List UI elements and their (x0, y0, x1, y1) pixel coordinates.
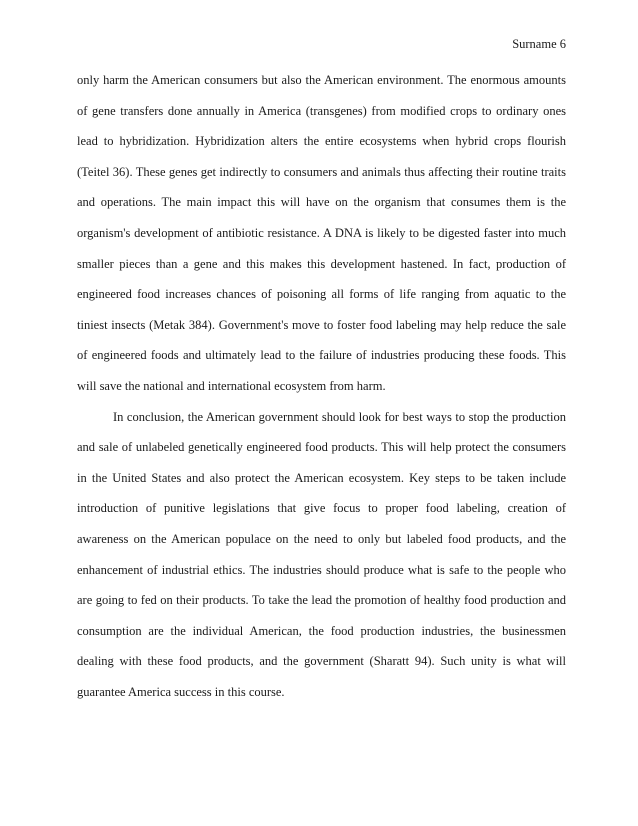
text-line: tiniest insects (Metak 384). Government's move to foster food labeling may help reduce the sale (77, 317, 566, 332)
text-line: enhancement of industrial ethics. The industries should produce what is safe to the people who (77, 562, 566, 577)
text-line: introduction of punitive legislations that give focus to proper food labeling, creation of (77, 501, 566, 516)
text-line: of engineered foods and ultimately lead to the failure of industries producing these foods. This (77, 348, 566, 363)
text-line: of gene transfers done annually in America (transgenes) from modified crops to ordinary ones (77, 103, 566, 118)
document-body (77, 72, 566, 714)
text-line: engineered food increases chances of poisoning all forms of life ranging from aquatic to the (77, 287, 566, 302)
text-line: will save the national and international ecosystem from harm. (77, 378, 386, 393)
text-line: only harm the American consumers but also the American environment. The enormous amounts (77, 73, 566, 87)
text-line: smaller pieces than a gene and this makes this development hastened. In fact, production of (77, 256, 566, 271)
text-line: dealing with these food products, and the government (Sharatt 94). Such unity is what will (77, 654, 566, 669)
text-line: and operations. The main impact this will have on the organism that consumes them is the (77, 195, 566, 210)
text-line: consumption are the individual American, the food production industries, the businessmen (77, 623, 566, 638)
text-line: In conclusion, the American government should look for best ways to stop the production (113, 409, 566, 424)
paragraph-2 (77, 409, 566, 715)
text-line: lead to hybridization. Hybridization alters the entire ecosystems when hybrid crops flourish (77, 134, 566, 149)
text-line: in the United States and also protect the American ecosystem. Key steps to be taken include (77, 470, 566, 485)
paragraph-1 (77, 72, 566, 409)
text-line: (Teitel 36). These genes get indirectly to consumers and animals thus affecting their routine traits (77, 164, 566, 179)
text-line: organism's development of antibiotic resistance. A DNA is likely to be digested faster into much (77, 225, 566, 240)
text-line: are going to fed on their products. To take the lead the promotion of healthy food production and (77, 593, 566, 608)
text-line: guarantee America success in this course. (77, 684, 285, 699)
running-head: Surname 6 (512, 37, 566, 51)
text-line: and sale of unlabeled genetically engineered food products. This will help protect the consumers (77, 440, 566, 455)
text-line: awareness on the American populace on the need to only but labeled food products, and the (77, 531, 566, 546)
